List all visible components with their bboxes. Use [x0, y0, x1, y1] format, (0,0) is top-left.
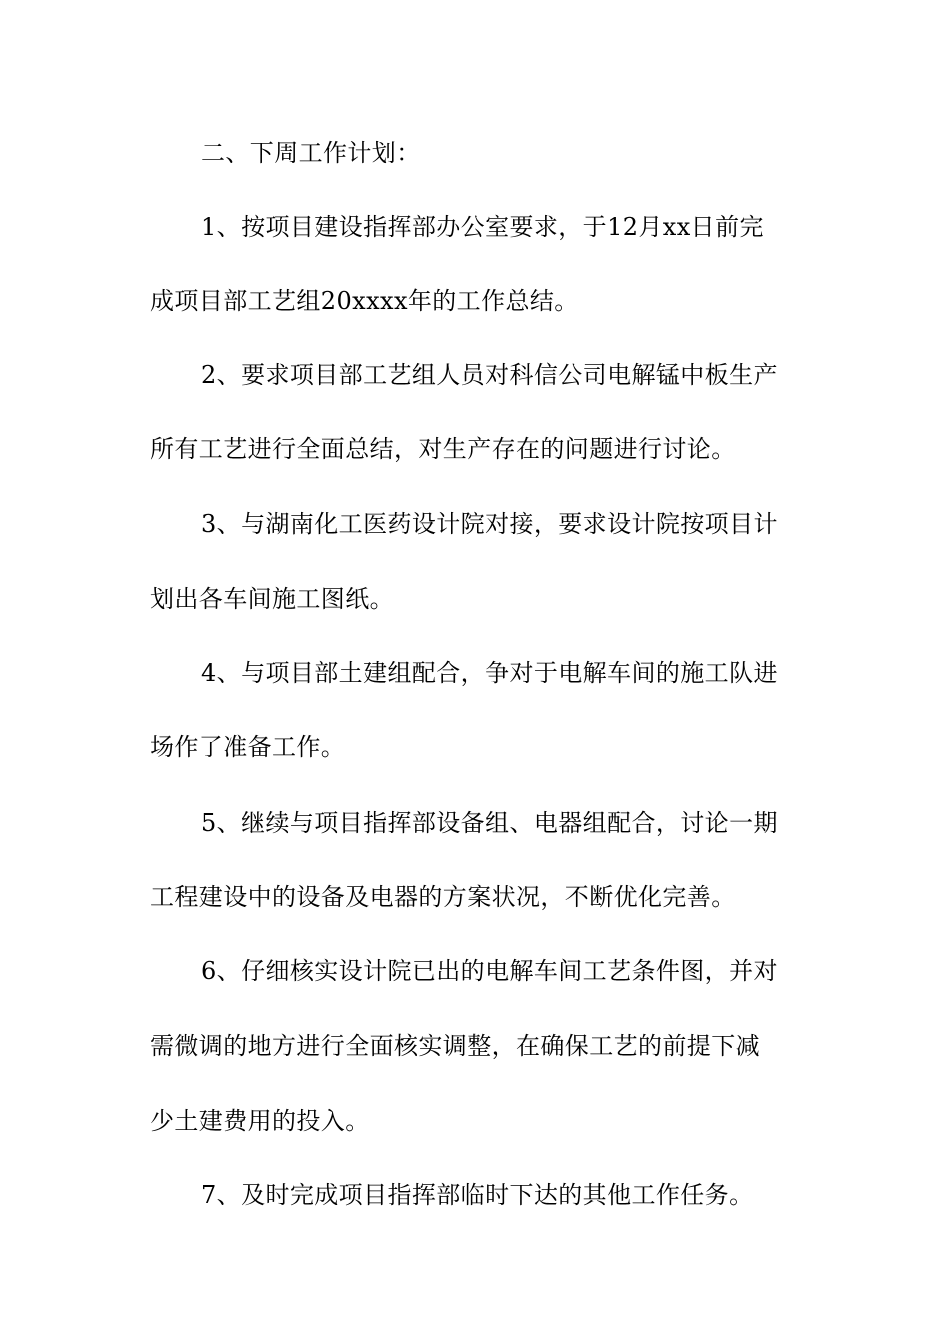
item-7-line-1: 7、及时完成项目指挥部临时下达的其他工作任务。 — [201, 1181, 754, 1209]
item-1-line-2: 成项目部工艺组20xxxx年的工作总结。 — [150, 287, 579, 315]
item-6-line-1: 6、仔细核实设计院已出的电解车间工艺条件图，并对 — [201, 957, 778, 985]
item-5-line-1: 5、继续与项目指挥部设备组、电器组配合，讨论一期 — [201, 809, 778, 837]
item-2-line-1: 2、要求项目部工艺组人员对科信公司电解锰中板生产 — [201, 361, 778, 389]
item-4-line-1: 4、与项目部土建组配合，争对于电解车间的施工队进 — [201, 659, 778, 687]
item-3-line-2: 划出各车间施工图纸。 — [150, 585, 394, 613]
section-heading: 二、下周工作计划： — [201, 139, 421, 167]
item-2-line-2: 所有工艺进行全面总结，对生产存在的问题进行讨论。 — [150, 435, 736, 463]
item-3-line-1: 3、与湖南化工医药设计院对接，要求设计院按项目计 — [201, 510, 778, 538]
item-6-line-2: 需微调的地方进行全面核实调整，在确保工艺的前提下减 — [150, 1032, 760, 1060]
item-6-line-3: 少土建费用的投入。 — [150, 1107, 370, 1135]
item-5-line-2: 工程建设中的设备及电器的方案状况，不断优化完善。 — [150, 883, 736, 911]
item-4-line-2: 场作了准备工作。 — [150, 733, 346, 761]
item-1-line-1: 1、按项目建设指挥部办公室要求，于12月xx日前完 — [201, 213, 764, 241]
